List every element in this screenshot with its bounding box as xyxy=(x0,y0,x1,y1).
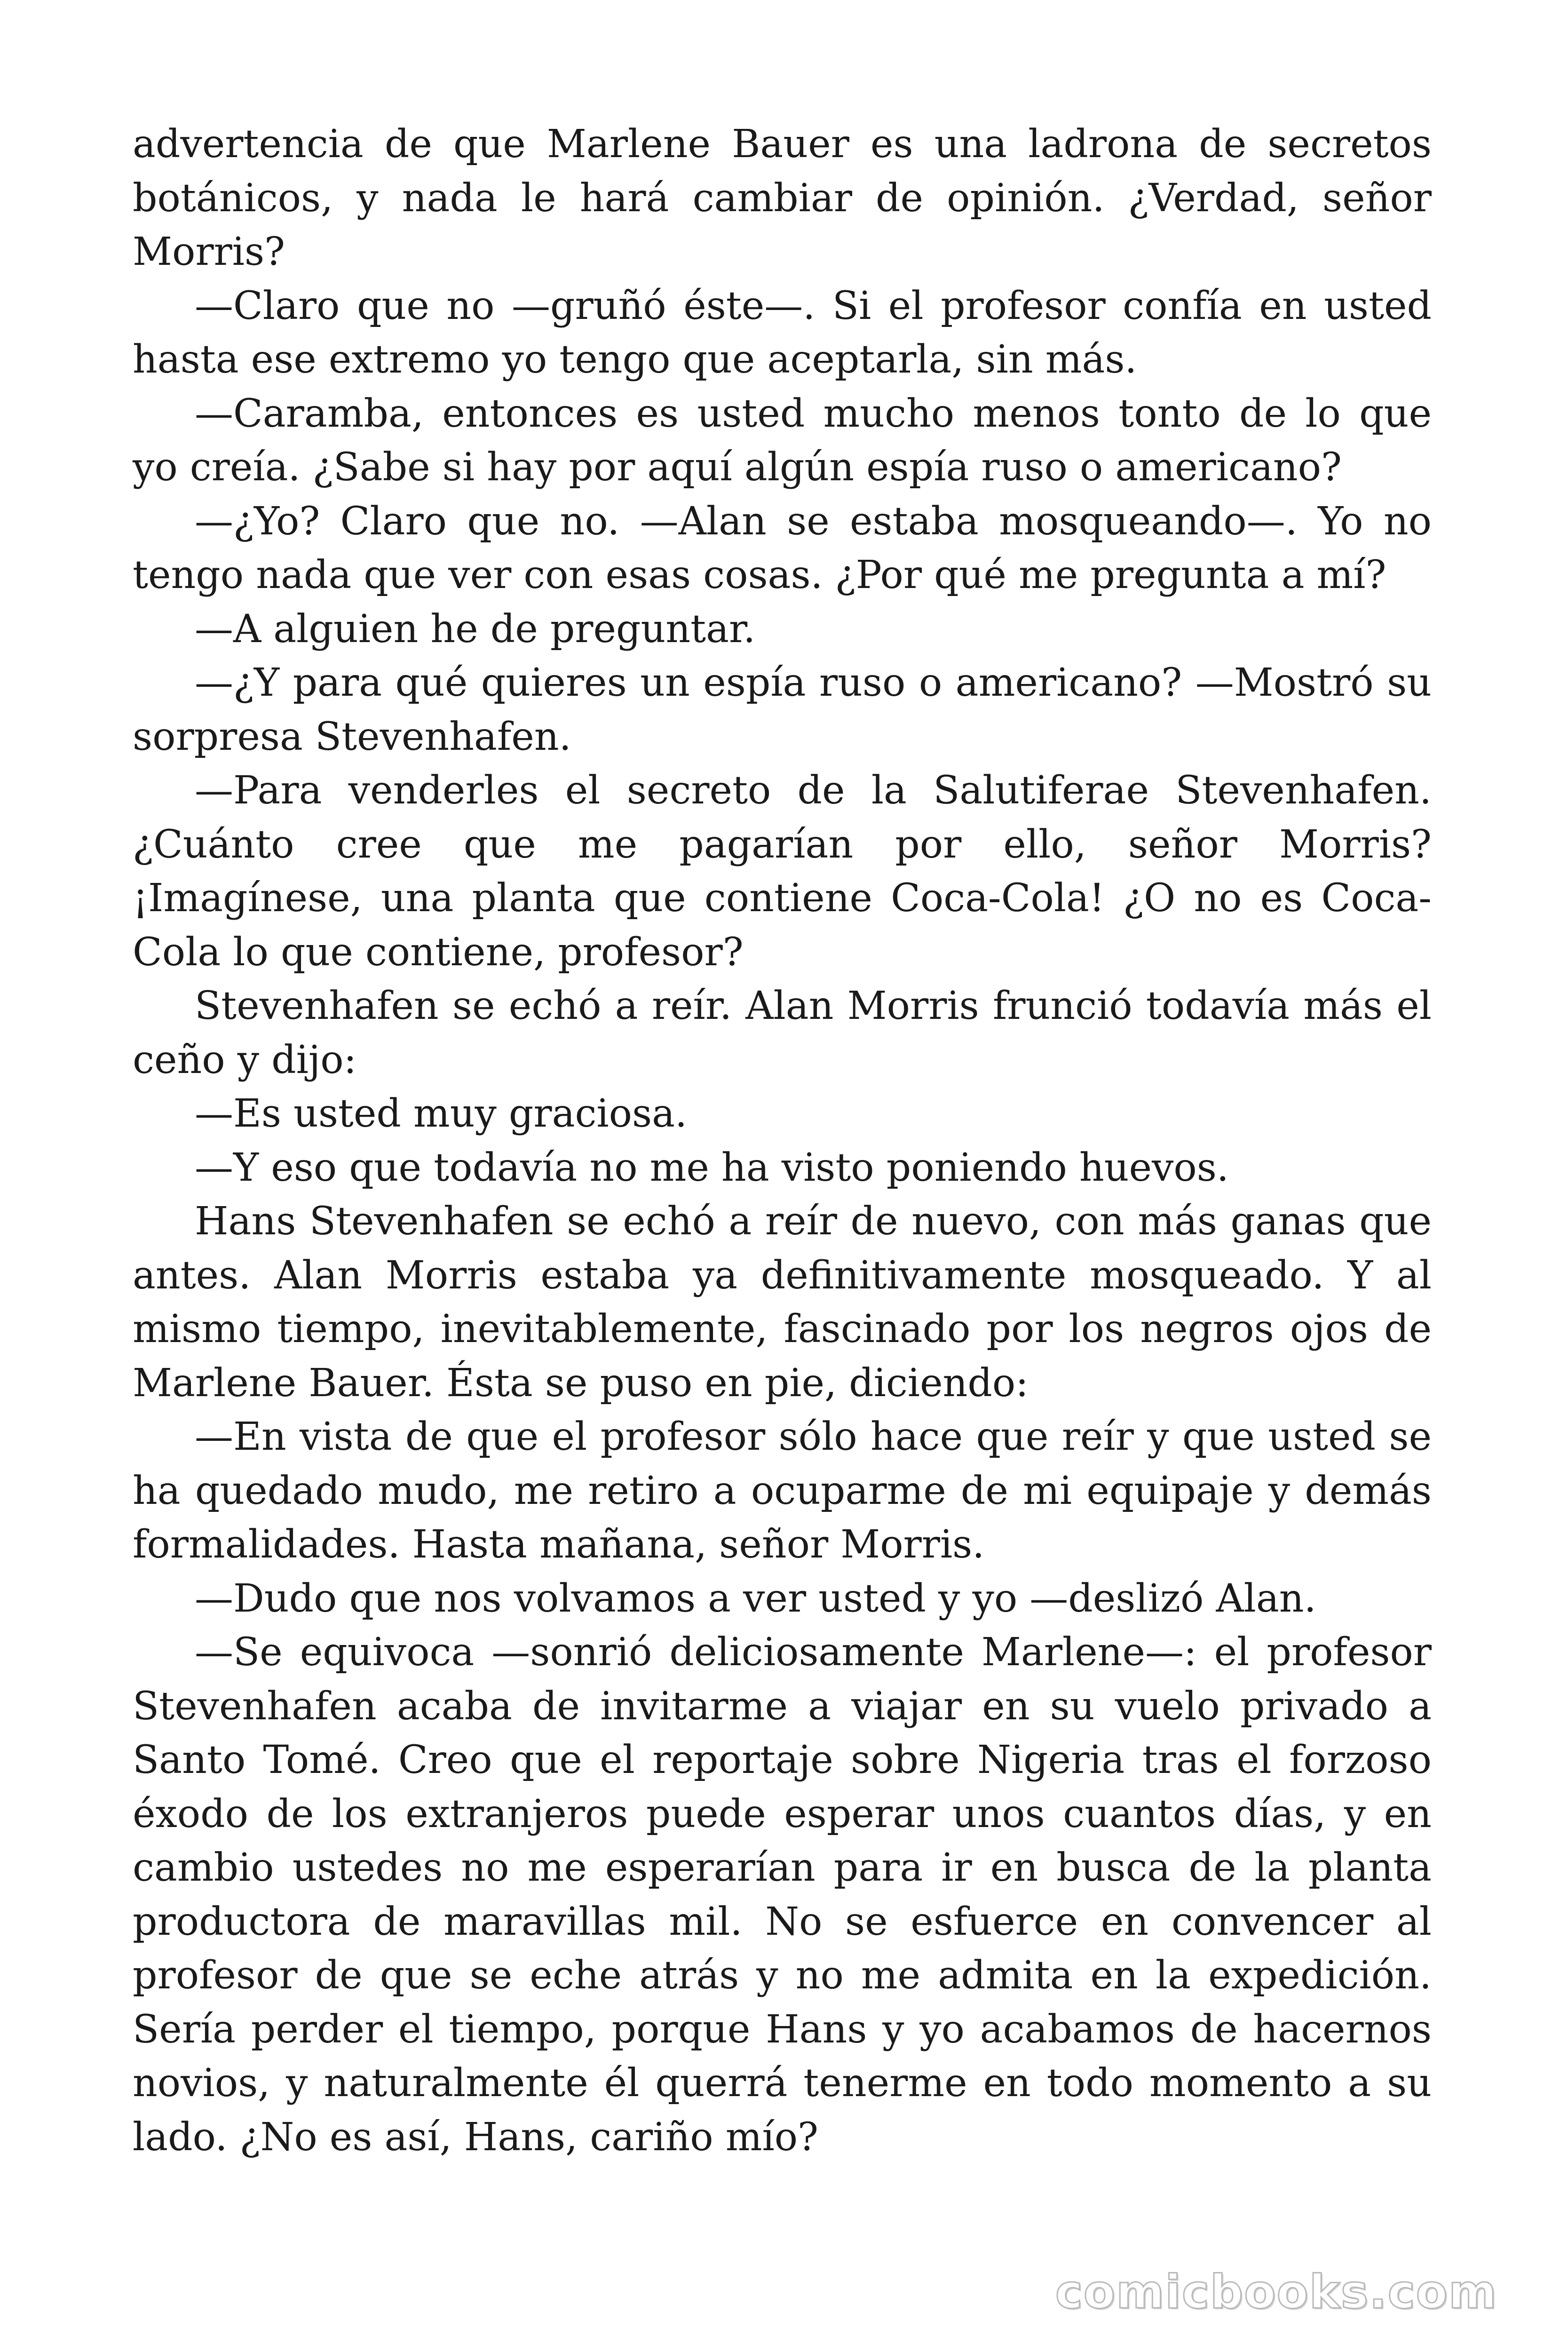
paragraph: —Claro que no —gruñó éste—. Si el profesor confía en usted hasta ese extremo yo tengo que aceptarla, sin más. xyxy=(133,283,1432,382)
paragraph: —Dudo que nos volvamos a ver usted y yo —deslizó Alan. xyxy=(195,1576,1316,1621)
paragraph: —Caramba, entonces es usted mucho menos tonto de lo que yo creía. ¿Sabe si hay por aquí algún espía ruso o americano? xyxy=(133,391,1432,490)
paragraph: advertencia de que Marlene Bauer es una ladrona de secretos botánicos, y nada le hará cambiar de opinión. ¿Verdad, señor Morris? xyxy=(133,122,1432,274)
paragraph: —Se equivoca —sonrió deliciosamente Marlene—: el profesor Stevenhafen acaba de invitarme a viajar en su vuelo privado a Santo Tomé. Creo que el reportaje sobre Nigeria tras el forzoso éxodo de los extranjeros puede esperar unos cuantos días, y en cambio ustedes no me esperarían para ir en busca de la planta productora de maravillas mil. No se esfuerce en convencer al profesor de que se eche atrás y no me admita en la expedición. Sería perder el tiempo, porque Hans y yo acabamos de hacernos novios, y naturalmente él querrá tenerme en todo momento a su lado. ¿No es así, Hans, cariño mío? xyxy=(133,1630,1432,2160)
paragraph: —¿Y para qué quieres un espía ruso o americano? —Mostró su sorpresa Stevenhafen. xyxy=(133,660,1432,759)
paragraph: Hans Stevenhafen se echó a reír de nuevo, con más ganas que antes. Alan Morris estaba ya definitivamente mosqueado. Y al mismo tiempo, inevitablemente, fascinado por los negros ojos de Marlene Bauer. Ésta se puso en pie, diciendo: xyxy=(133,1199,1432,1406)
watermark: comicbooks.com xyxy=(1055,2265,1497,2319)
paragraph: Stevenhafen se echó a reír. Alan Morris frunció todavía más el ceño y dijo: xyxy=(133,984,1432,1082)
paragraph: —Y eso que todavía no me ha visto poniendo huevos. xyxy=(195,1145,1229,1190)
paragraph: —Es usted muy graciosa. xyxy=(195,1091,688,1136)
paragraph: —Para venderles el secreto de la Salutiferae Stevenhafen. ¿Cuánto cree que me pagarían por ello, señor Morris? ¡Imagínese, una planta que contiene Coca-Cola! ¿O no es Coca-Cola lo que contiene, profesor? xyxy=(133,768,1432,975)
paragraph: —¿Yo? Claro que no. —Alan se estaba mosqueando—. Yo no tengo nada que ver con esas cosas. ¿Por qué me pregunta a mí? xyxy=(133,499,1432,597)
page-body-text xyxy=(133,118,1432,2164)
paragraph: —En vista de que el profesor sólo hace que reír y que usted se ha quedado mudo, me retiro a ocuparme de mi equipaje y demás formalidades. Hasta mañana, señor Morris. xyxy=(133,1414,1432,1567)
paragraph: —A alguien he de preguntar. xyxy=(195,606,756,652)
